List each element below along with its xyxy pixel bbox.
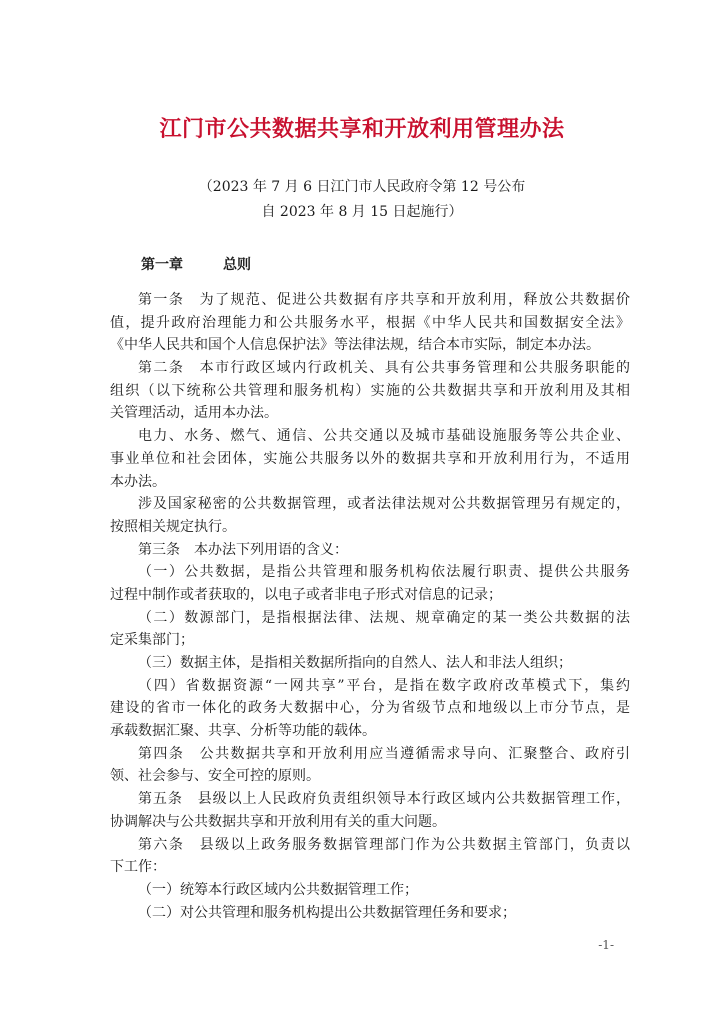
text-line: 关管理活动，适用本办法。 — [110, 405, 278, 422]
text-line: 第三条 本办法下列用语的含义： — [138, 541, 348, 558]
text-line: 按照相关规定执行。 — [110, 518, 236, 535]
issue-info-line-2: 自 2023 年 8 月 15 日起施行） — [261, 204, 463, 220]
text-line: 第五条 县级以上人民政府负责组织领导本行政区域内公共数据管理工作， — [138, 791, 630, 808]
text-line: （二）对公共管理和服务机构提出公共数据管理任务和要求； — [138, 904, 516, 921]
text-line: 承载数据汇聚、共享、分析等功能的载体。 — [110, 723, 376, 740]
page-number: -1- — [598, 938, 614, 952]
text-line: （三）数据主体，是指相关数据所指向的自然人、法人和非法人组织； — [138, 655, 572, 671]
text-line: 第四条 公共数据共享和开放利用应当遵循需求导向、汇聚整合、政府引 — [138, 745, 630, 762]
text-line: 组织（以下统称公共管理和服务机构）实施的公共数据共享和开放利用及其相 — [110, 382, 630, 399]
text-line: 建设的省市一体化的政务大数据中心，分为省级节点和地级以上市分节点，是 — [110, 700, 630, 717]
text-line: （一）公共数据，是指公共管理和服务机构依法履行职责、提供公共服务 — [138, 564, 630, 581]
text-line: 电力、水务、燃气、通信、公共交通以及城市基础设施服务等公共企业、 — [138, 428, 630, 445]
issue-info-line-1: （2023 年 7 月 6 日江门市人民政府令第 12 号公布 — [198, 179, 526, 195]
document-title: 江门市公共数据共享和开放利用管理办法 — [159, 116, 565, 142]
text-line: （一）统筹本行政区域内公共数据管理工作； — [138, 881, 418, 898]
text-line: 涉及国家秘密的公共数据管理，或者法律法规对公共数据管理另有规定的， — [138, 496, 630, 513]
text-line: （四）省数据资源“一网共享”平台，是指在数字政府改革模式下，集约 — [138, 677, 630, 694]
text-line: 第二条 本市行政区域内行政机关、具有公共事务管理和公共服务职能的 — [138, 360, 630, 377]
chapter-number: 第一章 — [141, 257, 183, 273]
text-line: 协调解决与公共数据共享和开放利用有关的重大问题。 — [110, 813, 446, 830]
chapter-heading — [141, 254, 251, 274]
text-line: 值，提升政府治理能力和公共服务水平，根据《中华人民共和国数据安全法》 — [110, 314, 630, 331]
text-line: 过程中制作或者获取的，以电子或者非电子形式对信息的记录； — [110, 586, 502, 603]
text-line: 第六条 县级以上政务服务数据管理部门作为公共数据主管部门，负责以 — [138, 836, 630, 853]
chapter-name: 总则 — [223, 257, 251, 273]
text-line: 定采集部门； — [110, 632, 194, 649]
text-line: 《中华人民共和国个人信息保护法》等法律法规，结合本市实际，制定本办法。 — [110, 337, 600, 354]
text-line: 事业单位和社会团体，实施公共服务以外的数据共享和开放利用行为，不适用 — [110, 450, 630, 467]
text-line: 下工作： — [110, 859, 166, 876]
article-body — [110, 289, 630, 924]
text-line: 第一条 为了规范、促进公共数据有序共享和开放利用，释放公共数据价 — [138, 292, 630, 308]
text-line: 本办法。 — [110, 473, 166, 490]
text-line: 领、社会参与、安全可控的原则。 — [110, 768, 320, 785]
text-line: （二）数源部门，是指根据法律、法规、规章确定的某一类公共数据的法 — [138, 609, 630, 626]
